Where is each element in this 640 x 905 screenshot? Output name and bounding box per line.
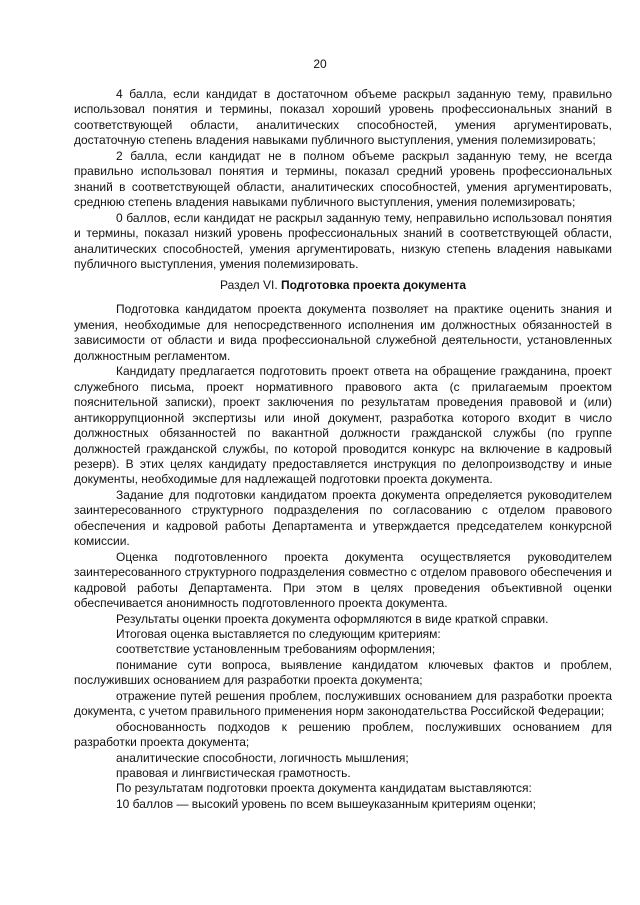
paragraph: По результатам подготовки проекта документа кандидатам выставляются: [116,781,532,796]
criteria-item: понимание сути вопроса, выявление кандидатом ключевых фактов и проблем, послуживших основанием для разработки проекта документа; [74,657,612,688]
page-number: 20 [313,57,327,71]
paragraph: 2 балла, если кандидат не в полном объеме раскрыл заданную тему, не всегда правильно использовал понятия и термины, показал средний уровень профессиональных знаний в соответствующей области, аналитических способностей, умения аргументировать, среднюю степень владения навыками публичного выступления, умения полемизировать; [74,148,612,210]
score-item: 10 баллов — высокий уровень по всем вышеуказанным критериям оценки; [116,796,536,811]
paragraph: Кандидату предлагается подготовить проект ответа на обращение гражданина, проект служебного письма, проект нормативного правового акта (с прилагаемым проектом пояснительной записки), проект заключения по результатам проведения правовой и (или) антикоррупционной экспертизы или иной документ, разработка которого входит в число должностных обязанностей по вакантной должности гражданской службы (по группе должностей гражданской службы, по которой проводится конкурс на включение в кадровый резерв). В этих целях кандидату предоставляется инструкция по делопроизводству и иные документы, необходимые для надлежащей подготовки проекта документа. [74,364,612,487]
top-paragraphs [74,87,612,272]
paragraph: Итоговая оценка выставляется по следующим критериям: [116,626,441,641]
criteria-item: отражение путей решения проблем, послуживших основанием для разработки проекта документа, с учетом правильного применения норм законодательства Российской Федерации; [74,688,612,719]
criteria-item: правовая и лингвистическая грамотность. [116,766,351,781]
paragraph: 4 балла, если кандидат в достаточном объеме раскрыл заданную тему, правильно использовал понятия и термины, показал хороший уровень профессиональных знаний в соответствующей области, аналитических способностей, умения аргументировать, достаточную степень владения навыками публичного выступления, умения полемизировать; [74,87,612,148]
document-body [74,87,612,812]
body-paragraphs [74,302,612,812]
section-title: Подготовка проекта документа [281,278,467,293]
paragraph: Задание для подготовки кандидатом проекта документа определяется руководителем заинтересованного структурного подразделения по согласованию с отделом правового обеспечения и кадровой работы Департамента и утверждается председателем конкурсной комиссии. [74,487,612,549]
criteria-item: аналитические способности, логичность мышления; [116,750,409,765]
criteria-item: обоснованность подходов к решению проблем, послуживших основанием для разработки проекта документа; [74,719,612,750]
criteria-item: соответствие установленным требованиям оформления; [116,642,436,657]
paragraph: Подготовка кандидатом проекта документа позволяет на практике оценить знания и умения, необходимые для непосредственного исполнения им должностных обязанностей в зависимости от области и вида профессиональной служебной деятельности, установленных должностным регламентом. [74,302,612,363]
paragraph: Результаты оценки проекта документа оформляются в виде краткой справки. [116,611,549,626]
paragraph: Оценка подготовленного проекта документа осуществляется руководителем заинтересованного структурного подразделения совместно с отделом правового обеспечения и кадровой работы Департамента. При этом в целях проведения объективной оценки обеспечивается анонимность подготовленного проекта документа. [74,549,612,611]
section-heading [74,277,612,293]
paragraph: 0 баллов, если кандидат не раскрыл заданную тему, неправильно использовал понятия и термины, показал низкий уровень профессиональных знаний в соответствующей области, аналитических способностей, умения аргументировать, низкую степень владения навыками публичного выступления, умения полемизировать. [74,210,612,271]
section-prefix: Раздел VI. [219,278,278,293]
